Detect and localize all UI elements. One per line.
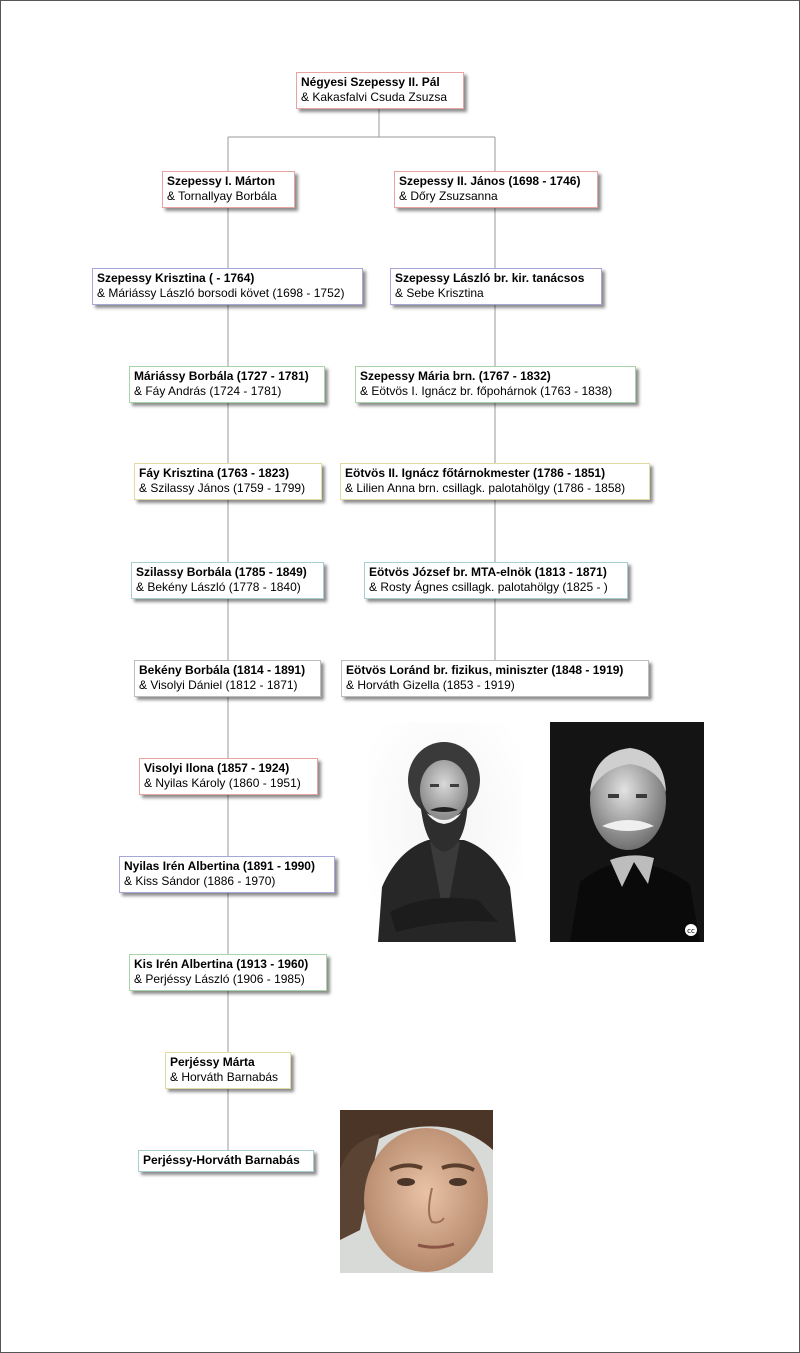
tree-node-l1b: [394, 171, 598, 208]
node-name: Visolyi Ilona (1857 - 1924): [144, 761, 290, 775]
tree-node-l7a: [139, 758, 318, 795]
tree-node-l5a: [131, 562, 324, 599]
node-spouse: & Máriássy László borsodi követ (1698 - 1752): [97, 286, 345, 300]
node-name: Szepessy Krisztina ( - 1764): [97, 271, 255, 285]
node-name: Máriássy Borbála (1727 - 1781): [134, 369, 309, 383]
node-spouse: & Kiss Sándor (1886 - 1970): [124, 874, 276, 888]
tree-node-l9a: [129, 954, 327, 991]
portrait-photo-2: [550, 722, 704, 942]
node-name: Perjéssy-Horváth Barnabás: [143, 1153, 300, 1167]
node-spouse: & Fáy András (1724 - 1781): [134, 384, 282, 398]
node-name: Eötvös Loránd br. fizikus, miniszter (1848 - 1919): [346, 663, 624, 677]
tree-node-l3a: [129, 366, 325, 403]
node-spouse: & Visolyi Dániel (1812 - 1871): [139, 678, 298, 692]
node-name: Nyilas Irén Albertina (1891 - 1990): [124, 859, 315, 873]
tree-node-l2b: [390, 268, 602, 305]
tree-node-root: [296, 72, 464, 109]
node-spouse: & Sebe Krisztina: [395, 286, 484, 300]
tree-node-l1a: [162, 171, 295, 208]
node-name: Szilassy Borbála (1785 - 1849): [136, 565, 307, 579]
node-spouse: & Lilien Anna brn. csillagk. palotahölgy (1786 - 1858): [345, 481, 626, 495]
tree-node-l10a: [165, 1052, 291, 1089]
node-spouse: & Eötvös I. Ignácz br. főpohárnok (1763 - 1838): [360, 384, 613, 398]
node-spouse: & Dőry Zsuzsanna: [399, 189, 498, 203]
tree-node-l3b: [355, 366, 636, 403]
cc-badge-text: cc: [687, 927, 695, 935]
tree-node-l6b: [341, 660, 649, 697]
node-spouse: & Bekény László (1778 - 1840): [136, 580, 301, 594]
node-spouse: & Perjéssy László (1906 - 1985): [134, 972, 305, 986]
node-name: Eötvös József br. MTA-elnök (1813 - 1871): [369, 565, 607, 579]
node-name: Fáy Krisztina (1763 - 1823): [139, 466, 290, 480]
portrait-photo-1: [368, 722, 522, 942]
portrait-photo-3: [340, 1110, 493, 1273]
node-spouse: & Nyilas Károly (1860 - 1951): [144, 776, 301, 790]
tree-node-l4a: [134, 463, 322, 500]
node-spouse: & Tornallyay Borbála: [167, 189, 277, 203]
node-name: Bekény Borbála (1814 - 1891): [139, 663, 306, 677]
tree-node-l11a: [138, 1150, 314, 1172]
tree-node-l4b: [340, 463, 650, 500]
tree-node-l2a: [92, 268, 363, 305]
node-spouse: & Horváth Barnabás: [170, 1070, 279, 1084]
node-spouse: & Horváth Gizella (1853 - 1919): [346, 678, 515, 692]
tree-node-l5b: [364, 562, 628, 599]
node-spouse: & Rosty Ágnes csillagk. palotahölgy (1825 - ): [369, 580, 608, 594]
node-spouse: & Szilassy János (1759 - 1799): [139, 481, 306, 495]
node-name: Szepessy II. János (1698 - 1746): [399, 174, 581, 188]
tree-node-l8a: [119, 856, 335, 893]
node-spouse: & Kakasfalvi Csuda Zsuzsa: [301, 90, 448, 104]
node-name: Szepessy I. Márton: [167, 174, 276, 188]
node-name: Szepessy Mária brn. (1767 - 1832): [360, 369, 551, 383]
node-name: Perjéssy Márta: [170, 1055, 255, 1069]
node-name: Négyesi Szepessy II. Pál: [301, 75, 440, 89]
node-name: Eötvös II. Ignácz főtárnokmester (1786 - 1851): [345, 466, 606, 480]
node-name: Kis Irén Albertina (1913 - 1960): [134, 957, 309, 971]
node-name: Szepessy László br. kir. tanácsos: [395, 271, 585, 285]
tree-node-l6a: [134, 660, 321, 697]
